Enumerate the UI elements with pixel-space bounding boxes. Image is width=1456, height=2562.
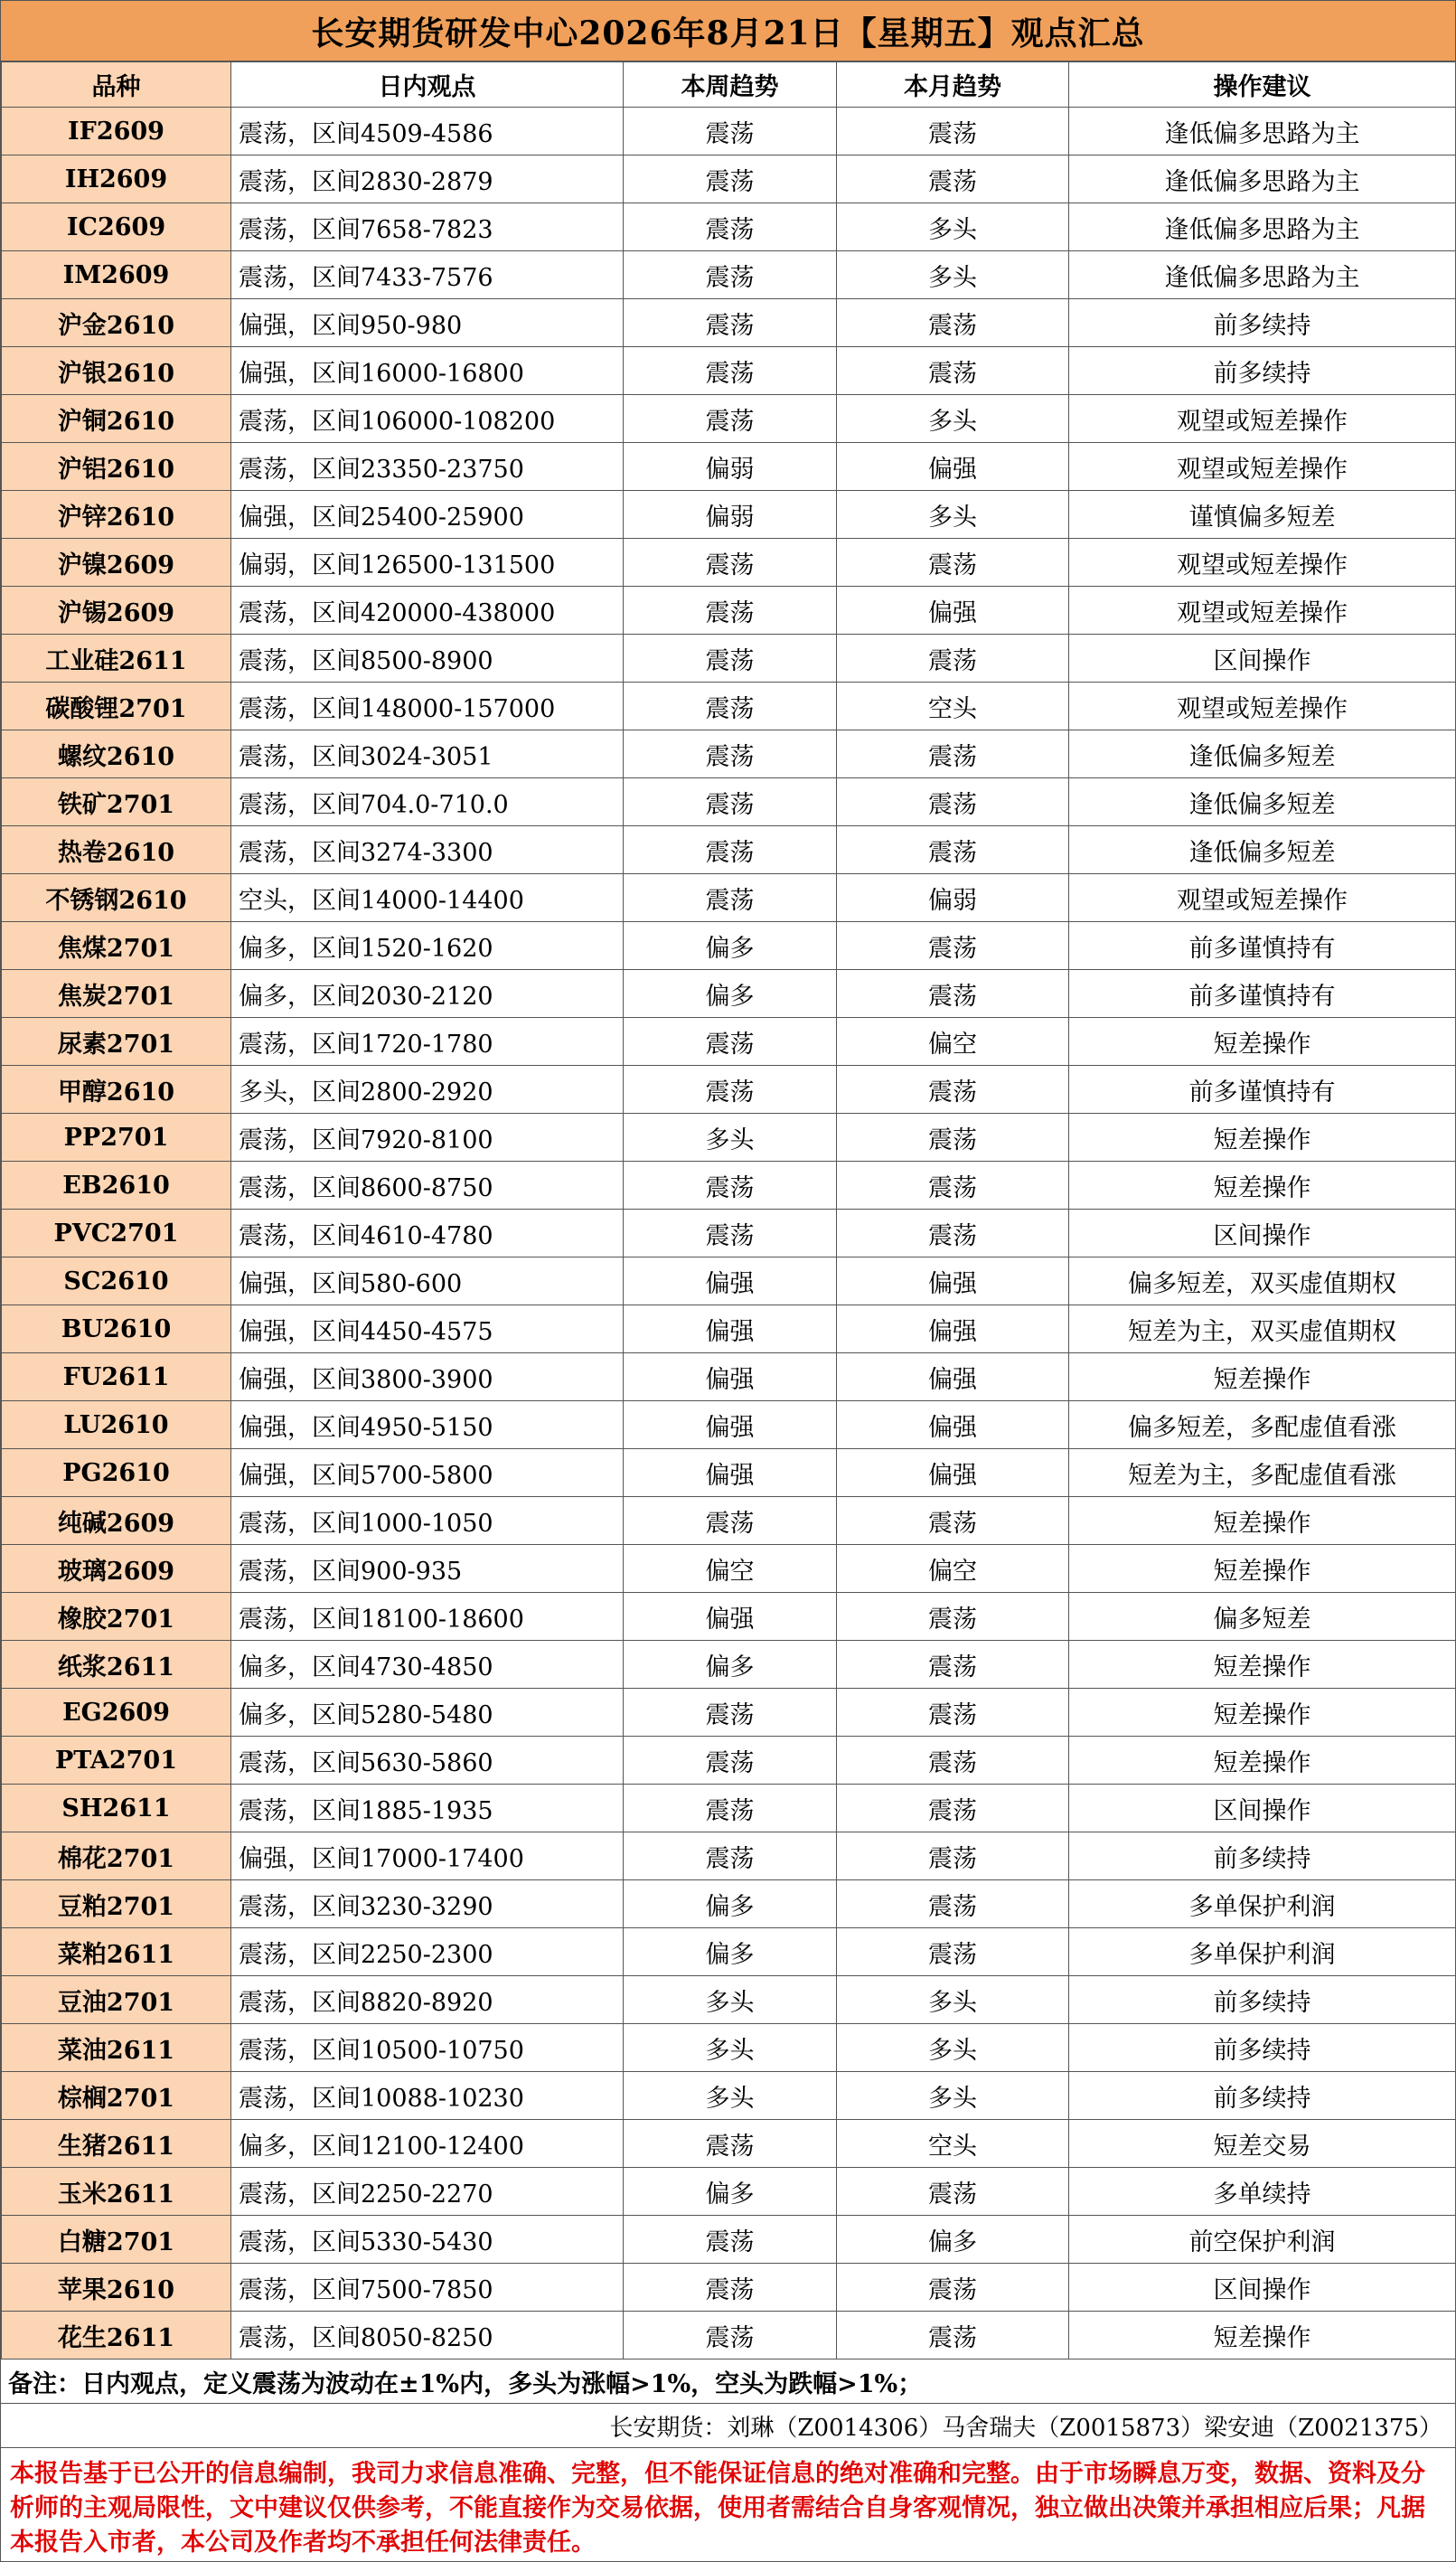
cell-monthly-trend: 多头: [837, 491, 1069, 539]
cell-weekly-trend: 偏空: [624, 1545, 837, 1593]
cell-weekly-trend: 偏多: [624, 1641, 837, 1689]
table-row: [2, 539, 1456, 587]
cell-intraday: 震荡，区间1885-1935: [231, 1785, 624, 1832]
cell-intraday: 偏多，区间5280-5480: [231, 1689, 624, 1737]
table-row: [2, 251, 1456, 299]
cell-variety: PG2610: [2, 1449, 231, 1497]
cell-variety: 沪镍2609: [2, 539, 231, 587]
cell-monthly-trend: 震荡: [837, 1928, 1069, 1976]
cell-monthly-trend: 多头: [837, 1976, 1069, 2024]
cell-weekly-trend: 震荡: [624, 874, 837, 922]
cell-advice: 短差操作: [1069, 1641, 1456, 1689]
cell-weekly-trend: 震荡: [624, 251, 837, 299]
cell-variety: LU2610: [2, 1401, 231, 1449]
cell-intraday: 震荡，区间7920-8100: [231, 1114, 624, 1162]
cell-intraday: 震荡，区间2250-2300: [231, 1928, 624, 1976]
cell-advice: 逢低偏多思路为主: [1069, 108, 1456, 155]
cell-monthly-trend: 空头: [837, 683, 1069, 730]
cell-intraday: 震荡，区间18100-18600: [231, 1593, 624, 1641]
cell-advice: 前多谨慎持有: [1069, 970, 1456, 1018]
table-row: [2, 395, 1456, 443]
cell-monthly-trend: 震荡: [837, 635, 1069, 683]
cell-monthly-trend: 偏空: [837, 1545, 1069, 1593]
cell-intraday: 震荡，区间5330-5430: [231, 2216, 624, 2264]
cell-intraday: 偏强，区间25400-25900: [231, 491, 624, 539]
cell-variety: 沪铜2610: [2, 395, 231, 443]
cell-variety: 碳酸锂2701: [2, 683, 231, 730]
cell-monthly-trend: 多头: [837, 203, 1069, 251]
cell-variety: 棕榈2701: [2, 2072, 231, 2120]
table-row: [2, 443, 1456, 491]
cell-weekly-trend: 偏强: [624, 1257, 837, 1305]
table-row: [2, 1641, 1456, 1689]
table-row: [2, 1066, 1456, 1114]
table-row: [2, 155, 1456, 203]
cell-weekly-trend: 震荡: [624, 1785, 837, 1832]
cell-intraday: 震荡，区间3230-3290: [231, 1880, 624, 1928]
cell-intraday: 偏强，区间4450-4575: [231, 1305, 624, 1353]
cell-weekly-trend: 震荡: [624, 2120, 837, 2168]
cell-variety: 玉米2611: [2, 2168, 231, 2216]
cell-advice: 短差操作: [1069, 1162, 1456, 1210]
cell-intraday: 偏强，区间4950-5150: [231, 1401, 624, 1449]
cell-variety: IH2609: [2, 155, 231, 203]
cell-advice: 逢低偏多短差: [1069, 778, 1456, 826]
cell-weekly-trend: 震荡: [624, 778, 837, 826]
header-variety: 品种: [2, 62, 231, 108]
cell-variety: 焦炭2701: [2, 970, 231, 1018]
cell-variety: 纯碱2609: [2, 1497, 231, 1545]
cell-advice: 短差操作: [1069, 1353, 1456, 1401]
cell-monthly-trend: 多头: [837, 251, 1069, 299]
table-row: [2, 1737, 1456, 1785]
table-row: [2, 108, 1456, 155]
cell-variety: 白糖2701: [2, 2216, 231, 2264]
cell-variety: 沪金2610: [2, 299, 231, 347]
cell-monthly-trend: 偏多: [837, 2216, 1069, 2264]
cell-intraday: 偏多，区间4730-4850: [231, 1641, 624, 1689]
table-row: [2, 778, 1456, 826]
cell-monthly-trend: 震荡: [837, 1210, 1069, 1257]
cell-variety: SC2610: [2, 1257, 231, 1305]
table-row: [2, 1210, 1456, 1257]
cell-variety: 玻璃2609: [2, 1545, 231, 1593]
cell-intraday: 震荡，区间1000-1050: [231, 1497, 624, 1545]
table-row: [2, 2120, 1456, 2168]
cell-monthly-trend: 震荡: [837, 1880, 1069, 1928]
cell-weekly-trend: 震荡: [624, 1162, 837, 1210]
cell-monthly-trend: 震荡: [837, 155, 1069, 203]
table-row: [2, 2216, 1456, 2264]
cell-weekly-trend: 震荡: [624, 587, 837, 635]
cell-monthly-trend: 震荡: [837, 1162, 1069, 1210]
cell-variety: SH2611: [2, 1785, 231, 1832]
header-intraday: 日内观点: [231, 62, 624, 108]
cell-advice: 偏多短差，多配虚值看涨: [1069, 1401, 1456, 1449]
cell-intraday: 震荡，区间420000-438000: [231, 587, 624, 635]
cell-monthly-trend: 偏强: [837, 1401, 1069, 1449]
cell-variety: 菜粕2611: [2, 1928, 231, 1976]
cell-monthly-trend: 震荡: [837, 2312, 1069, 2359]
cell-advice: 短差操作: [1069, 2312, 1456, 2359]
table-row: [2, 970, 1456, 1018]
cell-variety: 尿素2701: [2, 1018, 231, 1066]
cell-intraday: 震荡，区间7500-7850: [231, 2264, 624, 2312]
cell-advice: 前多谨慎持有: [1069, 922, 1456, 970]
report-title: 长安期货研发中心2026年8月21日【星期五】观点汇总: [1, 1, 1455, 61]
cell-advice: 短差操作: [1069, 1689, 1456, 1737]
cell-advice: 逢低偏多短差: [1069, 826, 1456, 874]
table-row: [2, 2024, 1456, 2072]
cell-advice: 前多续持: [1069, 299, 1456, 347]
cell-monthly-trend: 多头: [837, 395, 1069, 443]
cell-intraday: 偏强，区间5700-5800: [231, 1449, 624, 1497]
cell-monthly-trend: 偏空: [837, 1018, 1069, 1066]
views-table: [1, 61, 1456, 2359]
cell-weekly-trend: 震荡: [624, 108, 837, 155]
table-row: [2, 1593, 1456, 1641]
cell-variety: 甲醇2610: [2, 1066, 231, 1114]
cell-monthly-trend: 震荡: [837, 299, 1069, 347]
cell-variety: EG2609: [2, 1689, 231, 1737]
cell-advice: 短差操作: [1069, 1545, 1456, 1593]
cell-intraday: 偏强，区间950-980: [231, 299, 624, 347]
cell-monthly-trend: 震荡: [837, 347, 1069, 395]
cell-monthly-trend: 偏强: [837, 443, 1069, 491]
cell-variety: 生猪2611: [2, 2120, 231, 2168]
table-row: [2, 347, 1456, 395]
cell-advice: 短差交易: [1069, 2120, 1456, 2168]
cell-intraday: 震荡，区间7658-7823: [231, 203, 624, 251]
cell-weekly-trend: 震荡: [624, 203, 837, 251]
table-row: [2, 2168, 1456, 2216]
cell-monthly-trend: 震荡: [837, 1785, 1069, 1832]
cell-weekly-trend: 震荡: [624, 1497, 837, 1545]
cell-variety: IC2609: [2, 203, 231, 251]
cell-intraday: 震荡，区间8500-8900: [231, 635, 624, 683]
cell-monthly-trend: 偏强: [837, 587, 1069, 635]
cell-intraday: 偏强，区间16000-16800: [231, 347, 624, 395]
table-row: [2, 1114, 1456, 1162]
cell-weekly-trend: 偏多: [624, 1928, 837, 1976]
cell-monthly-trend: 偏强: [837, 1257, 1069, 1305]
cell-advice: 观望或短差操作: [1069, 683, 1456, 730]
cell-weekly-trend: 震荡: [624, 1689, 837, 1737]
cell-intraday: 偏强，区间17000-17400: [231, 1832, 624, 1880]
cell-variety: 热卷2610: [2, 826, 231, 874]
cell-weekly-trend: 偏强: [624, 1305, 837, 1353]
cell-advice: 观望或短差操作: [1069, 874, 1456, 922]
table-header-row: [2, 62, 1456, 108]
cell-weekly-trend: 偏强: [624, 1449, 837, 1497]
cell-variety: FU2611: [2, 1353, 231, 1401]
cell-intraday: 偏多，区间1520-1620: [231, 922, 624, 970]
cell-variety: EB2610: [2, 1162, 231, 1210]
cell-monthly-trend: 多头: [837, 2024, 1069, 2072]
cell-advice: 观望或短差操作: [1069, 587, 1456, 635]
cell-weekly-trend: 偏弱: [624, 443, 837, 491]
cell-weekly-trend: 震荡: [624, 347, 837, 395]
cell-intraday: 震荡，区间3024-3051: [231, 730, 624, 778]
table-row: [2, 683, 1456, 730]
cell-advice: 前多谨慎持有: [1069, 1066, 1456, 1114]
cell-variety: IM2609: [2, 251, 231, 299]
cell-intraday: 震荡，区间10500-10750: [231, 2024, 624, 2072]
cell-weekly-trend: 偏强: [624, 1353, 837, 1401]
cell-variety: 沪铝2610: [2, 443, 231, 491]
cell-monthly-trend: 震荡: [837, 1737, 1069, 1785]
cell-intraday: 震荡，区间1720-1780: [231, 1018, 624, 1066]
cell-advice: 区间操作: [1069, 635, 1456, 683]
cell-variety: 菜油2611: [2, 2024, 231, 2072]
cell-weekly-trend: 震荡: [624, 730, 837, 778]
table-row: [2, 1928, 1456, 1976]
cell-variety: 沪银2610: [2, 347, 231, 395]
cell-advice: 偏多短差，双买虚值期权: [1069, 1257, 1456, 1305]
cell-advice: 前多续持: [1069, 2072, 1456, 2120]
cell-advice: 前多续持: [1069, 2024, 1456, 2072]
cell-advice: 短差操作: [1069, 1737, 1456, 1785]
table-row: [2, 299, 1456, 347]
cell-monthly-trend: 偏强: [837, 1449, 1069, 1497]
table-row: [2, 587, 1456, 635]
cell-variety: PP2701: [2, 1114, 231, 1162]
table-row: [2, 491, 1456, 539]
cell-intraday: 震荡，区间3274-3300: [231, 826, 624, 874]
table-row: [2, 203, 1456, 251]
cell-monthly-trend: 空头: [837, 2120, 1069, 2168]
cell-advice: 前多续持: [1069, 347, 1456, 395]
cell-intraday: 震荡，区间7433-7576: [231, 251, 624, 299]
cell-advice: 观望或短差操作: [1069, 539, 1456, 587]
table-row: [2, 730, 1456, 778]
cell-weekly-trend: 偏多: [624, 2168, 837, 2216]
cell-intraday: 偏弱，区间126500-131500: [231, 539, 624, 587]
cell-intraday: 震荡，区间704.0-710.0: [231, 778, 624, 826]
cell-advice: 前空保护利润: [1069, 2216, 1456, 2264]
table-row: [2, 1401, 1456, 1449]
cell-intraday: 震荡，区间106000-108200: [231, 395, 624, 443]
cell-variety: 橡胶2701: [2, 1593, 231, 1641]
cell-intraday: 震荡，区间2830-2879: [231, 155, 624, 203]
cell-advice: 前多续持: [1069, 1832, 1456, 1880]
cell-variety: 沪锡2609: [2, 587, 231, 635]
cell-weekly-trend: 震荡: [624, 635, 837, 683]
cell-monthly-trend: 震荡: [837, 970, 1069, 1018]
cell-weekly-trend: 多头: [624, 1114, 837, 1162]
table-row: [2, 2264, 1456, 2312]
cell-weekly-trend: 偏多: [624, 922, 837, 970]
cell-weekly-trend: 震荡: [624, 683, 837, 730]
cell-weekly-trend: 震荡: [624, 2312, 837, 2359]
cell-variety: BU2610: [2, 1305, 231, 1353]
table-row: [2, 1497, 1456, 1545]
cell-intraday: 震荡，区间10088-10230: [231, 2072, 624, 2120]
cell-weekly-trend: 偏强: [624, 1401, 837, 1449]
table-row: [2, 2072, 1456, 2120]
cell-weekly-trend: 震荡: [624, 1832, 837, 1880]
cell-intraday: 多头，区间2800-2920: [231, 1066, 624, 1114]
cell-monthly-trend: 震荡: [837, 2168, 1069, 2216]
cell-intraday: 震荡，区间2250-2270: [231, 2168, 624, 2216]
table-row: [2, 1689, 1456, 1737]
analyst-credits: 长安期货：刘琳（Z0014306）马舍瑞夫（Z0015873）梁安迪（Z0021375）: [1, 2404, 1455, 2448]
cell-monthly-trend: 震荡: [837, 1641, 1069, 1689]
cell-weekly-trend: 偏多: [624, 970, 837, 1018]
cell-intraday: 震荡，区间8820-8920: [231, 1976, 624, 2024]
cell-weekly-trend: 震荡: [624, 2216, 837, 2264]
table-row: [2, 874, 1456, 922]
cell-advice: 多单保护利润: [1069, 1880, 1456, 1928]
cell-variety: 花生2611: [2, 2312, 231, 2359]
cell-monthly-trend: 震荡: [837, 730, 1069, 778]
cell-variety: 螺纹2610: [2, 730, 231, 778]
disclaimer: 本报告基于已公开的信息编制，我司力求信息准确、完整，但不能保证信息的绝对准确和完整。由于市场瞬息万变，数据、资料及分析师的主观局限性，文中建议仅供参考，不能直接作为交易依据，使用者需结合自身客观情况，独立做出决策并承担相应后果；凡据本报告入市者，本公司及作者均不承担任何法律责任。: [10, 2460, 1425, 2557]
cell-monthly-trend: 偏强: [837, 1353, 1069, 1401]
cell-monthly-trend: 震荡: [837, 778, 1069, 826]
cell-advice: 多单续持: [1069, 2168, 1456, 2216]
cell-advice: 短差操作: [1069, 1114, 1456, 1162]
cell-intraday: 震荡，区间8050-8250: [231, 2312, 624, 2359]
cell-weekly-trend: 震荡: [624, 826, 837, 874]
cell-monthly-trend: 震荡: [837, 826, 1069, 874]
cell-monthly-trend: 震荡: [837, 1689, 1069, 1737]
cell-advice: 区间操作: [1069, 1785, 1456, 1832]
cell-intraday: 空头，区间14000-14400: [231, 874, 624, 922]
cell-advice: 偏多短差: [1069, 1593, 1456, 1641]
cell-advice: 谨慎偏多短差: [1069, 491, 1456, 539]
cell-monthly-trend: 震荡: [837, 1066, 1069, 1114]
cell-intraday: 偏强，区间3800-3900: [231, 1353, 624, 1401]
cell-advice: 逢低偏多思路为主: [1069, 251, 1456, 299]
table-row: [2, 826, 1456, 874]
cell-intraday: 偏强，区间580-600: [231, 1257, 624, 1305]
cell-advice: 短差操作: [1069, 1497, 1456, 1545]
cell-advice: 逢低偏多思路为主: [1069, 155, 1456, 203]
cell-variety: 豆油2701: [2, 1976, 231, 2024]
cell-weekly-trend: 震荡: [624, 1737, 837, 1785]
cell-intraday: 偏多，区间12100-12400: [231, 2120, 624, 2168]
cell-advice: 区间操作: [1069, 1210, 1456, 1257]
cell-monthly-trend: 震荡: [837, 1832, 1069, 1880]
cell-advice: 前多续持: [1069, 1976, 1456, 2024]
cell-monthly-trend: 震荡: [837, 1114, 1069, 1162]
table-row: [2, 1832, 1456, 1880]
cell-intraday: 震荡，区间23350-23750: [231, 443, 624, 491]
cell-advice: 观望或短差操作: [1069, 395, 1456, 443]
cell-variety: IF2609: [2, 108, 231, 155]
cell-monthly-trend: 偏强: [837, 1305, 1069, 1353]
table-row: [2, 1785, 1456, 1832]
cell-advice: 逢低偏多短差: [1069, 730, 1456, 778]
cell-weekly-trend: 多头: [624, 2072, 837, 2120]
cell-intraday: 偏多，区间2030-2120: [231, 970, 624, 1018]
cell-variety: 不锈钢2610: [2, 874, 231, 922]
cell-variety: PTA2701: [2, 1737, 231, 1785]
cell-advice: 短差操作: [1069, 1018, 1456, 1066]
cell-monthly-trend: 多头: [837, 2072, 1069, 2120]
cell-variety: 沪锌2610: [2, 491, 231, 539]
cell-weekly-trend: 震荡: [624, 1066, 837, 1114]
cell-weekly-trend: 偏多: [624, 1880, 837, 1928]
cell-variety: 苹果2610: [2, 2264, 231, 2312]
cell-intraday: 震荡，区间900-935: [231, 1545, 624, 1593]
cell-intraday: 震荡，区间4610-4780: [231, 1210, 624, 1257]
cell-weekly-trend: 多头: [624, 1976, 837, 2024]
cell-advice: 观望或短差操作: [1069, 443, 1456, 491]
cell-intraday: 震荡，区间148000-157000: [231, 683, 624, 730]
table-row: [2, 1018, 1456, 1066]
cell-monthly-trend: 震荡: [837, 922, 1069, 970]
cell-variety: PVC2701: [2, 1210, 231, 1257]
cell-weekly-trend: 震荡: [624, 1210, 837, 1257]
cell-advice: 逢低偏多思路为主: [1069, 203, 1456, 251]
table-row: [2, 1353, 1456, 1401]
table-row: [2, 1257, 1456, 1305]
cell-monthly-trend: 震荡: [837, 1593, 1069, 1641]
cell-weekly-trend: 多头: [624, 2024, 837, 2072]
table-row: [2, 1545, 1456, 1593]
cell-weekly-trend: 震荡: [624, 395, 837, 443]
cell-weekly-trend: 偏强: [624, 1593, 837, 1641]
cell-weekly-trend: 偏弱: [624, 491, 837, 539]
cell-variety: 铁矿2701: [2, 778, 231, 826]
cell-advice: 区间操作: [1069, 2264, 1456, 2312]
cell-weekly-trend: 震荡: [624, 539, 837, 587]
table-note: 备注：日内观点，定义震荡为波动在±1%内，多头为涨幅>1%，空头为跌幅>1%；: [1, 2359, 1455, 2404]
cell-monthly-trend: 偏弱: [837, 874, 1069, 922]
cell-weekly-trend: 震荡: [624, 1018, 837, 1066]
cell-intraday: 震荡，区间8600-8750: [231, 1162, 624, 1210]
table-row: [2, 2312, 1456, 2359]
table-row: [2, 1976, 1456, 2024]
cell-advice: 短差为主，双买虚值期权: [1069, 1305, 1456, 1353]
table-row: [2, 1880, 1456, 1928]
cell-variety: 焦煤2701: [2, 922, 231, 970]
table-row: [2, 922, 1456, 970]
cell-weekly-trend: 震荡: [624, 299, 837, 347]
cell-monthly-trend: 震荡: [837, 2264, 1069, 2312]
cell-variety: 棉花2701: [2, 1832, 231, 1880]
header-monthly: 本月趋势: [837, 62, 1069, 108]
cell-variety: 工业硅2611: [2, 635, 231, 683]
cell-weekly-trend: 震荡: [624, 2264, 837, 2312]
cell-variety: 纸浆2611: [2, 1641, 231, 1689]
cell-advice: 多单保护利润: [1069, 1928, 1456, 1976]
cell-monthly-trend: 震荡: [837, 1497, 1069, 1545]
table-row: [2, 635, 1456, 683]
header-advice: 操作建议: [1069, 62, 1456, 108]
table-row: [2, 1162, 1456, 1210]
table-row: [2, 1305, 1456, 1353]
cell-intraday: 震荡，区间5630-5860: [231, 1737, 624, 1785]
cell-advice: 短差为主，多配虚值看涨: [1069, 1449, 1456, 1497]
cell-monthly-trend: 震荡: [837, 108, 1069, 155]
cell-weekly-trend: 震荡: [624, 155, 837, 203]
header-weekly: 本周趋势: [624, 62, 837, 108]
table-row: [2, 1449, 1456, 1497]
cell-monthly-trend: 震荡: [837, 539, 1069, 587]
cell-intraday: 震荡，区间4509-4586: [231, 108, 624, 155]
cell-variety: 豆粕2701: [2, 1880, 231, 1928]
